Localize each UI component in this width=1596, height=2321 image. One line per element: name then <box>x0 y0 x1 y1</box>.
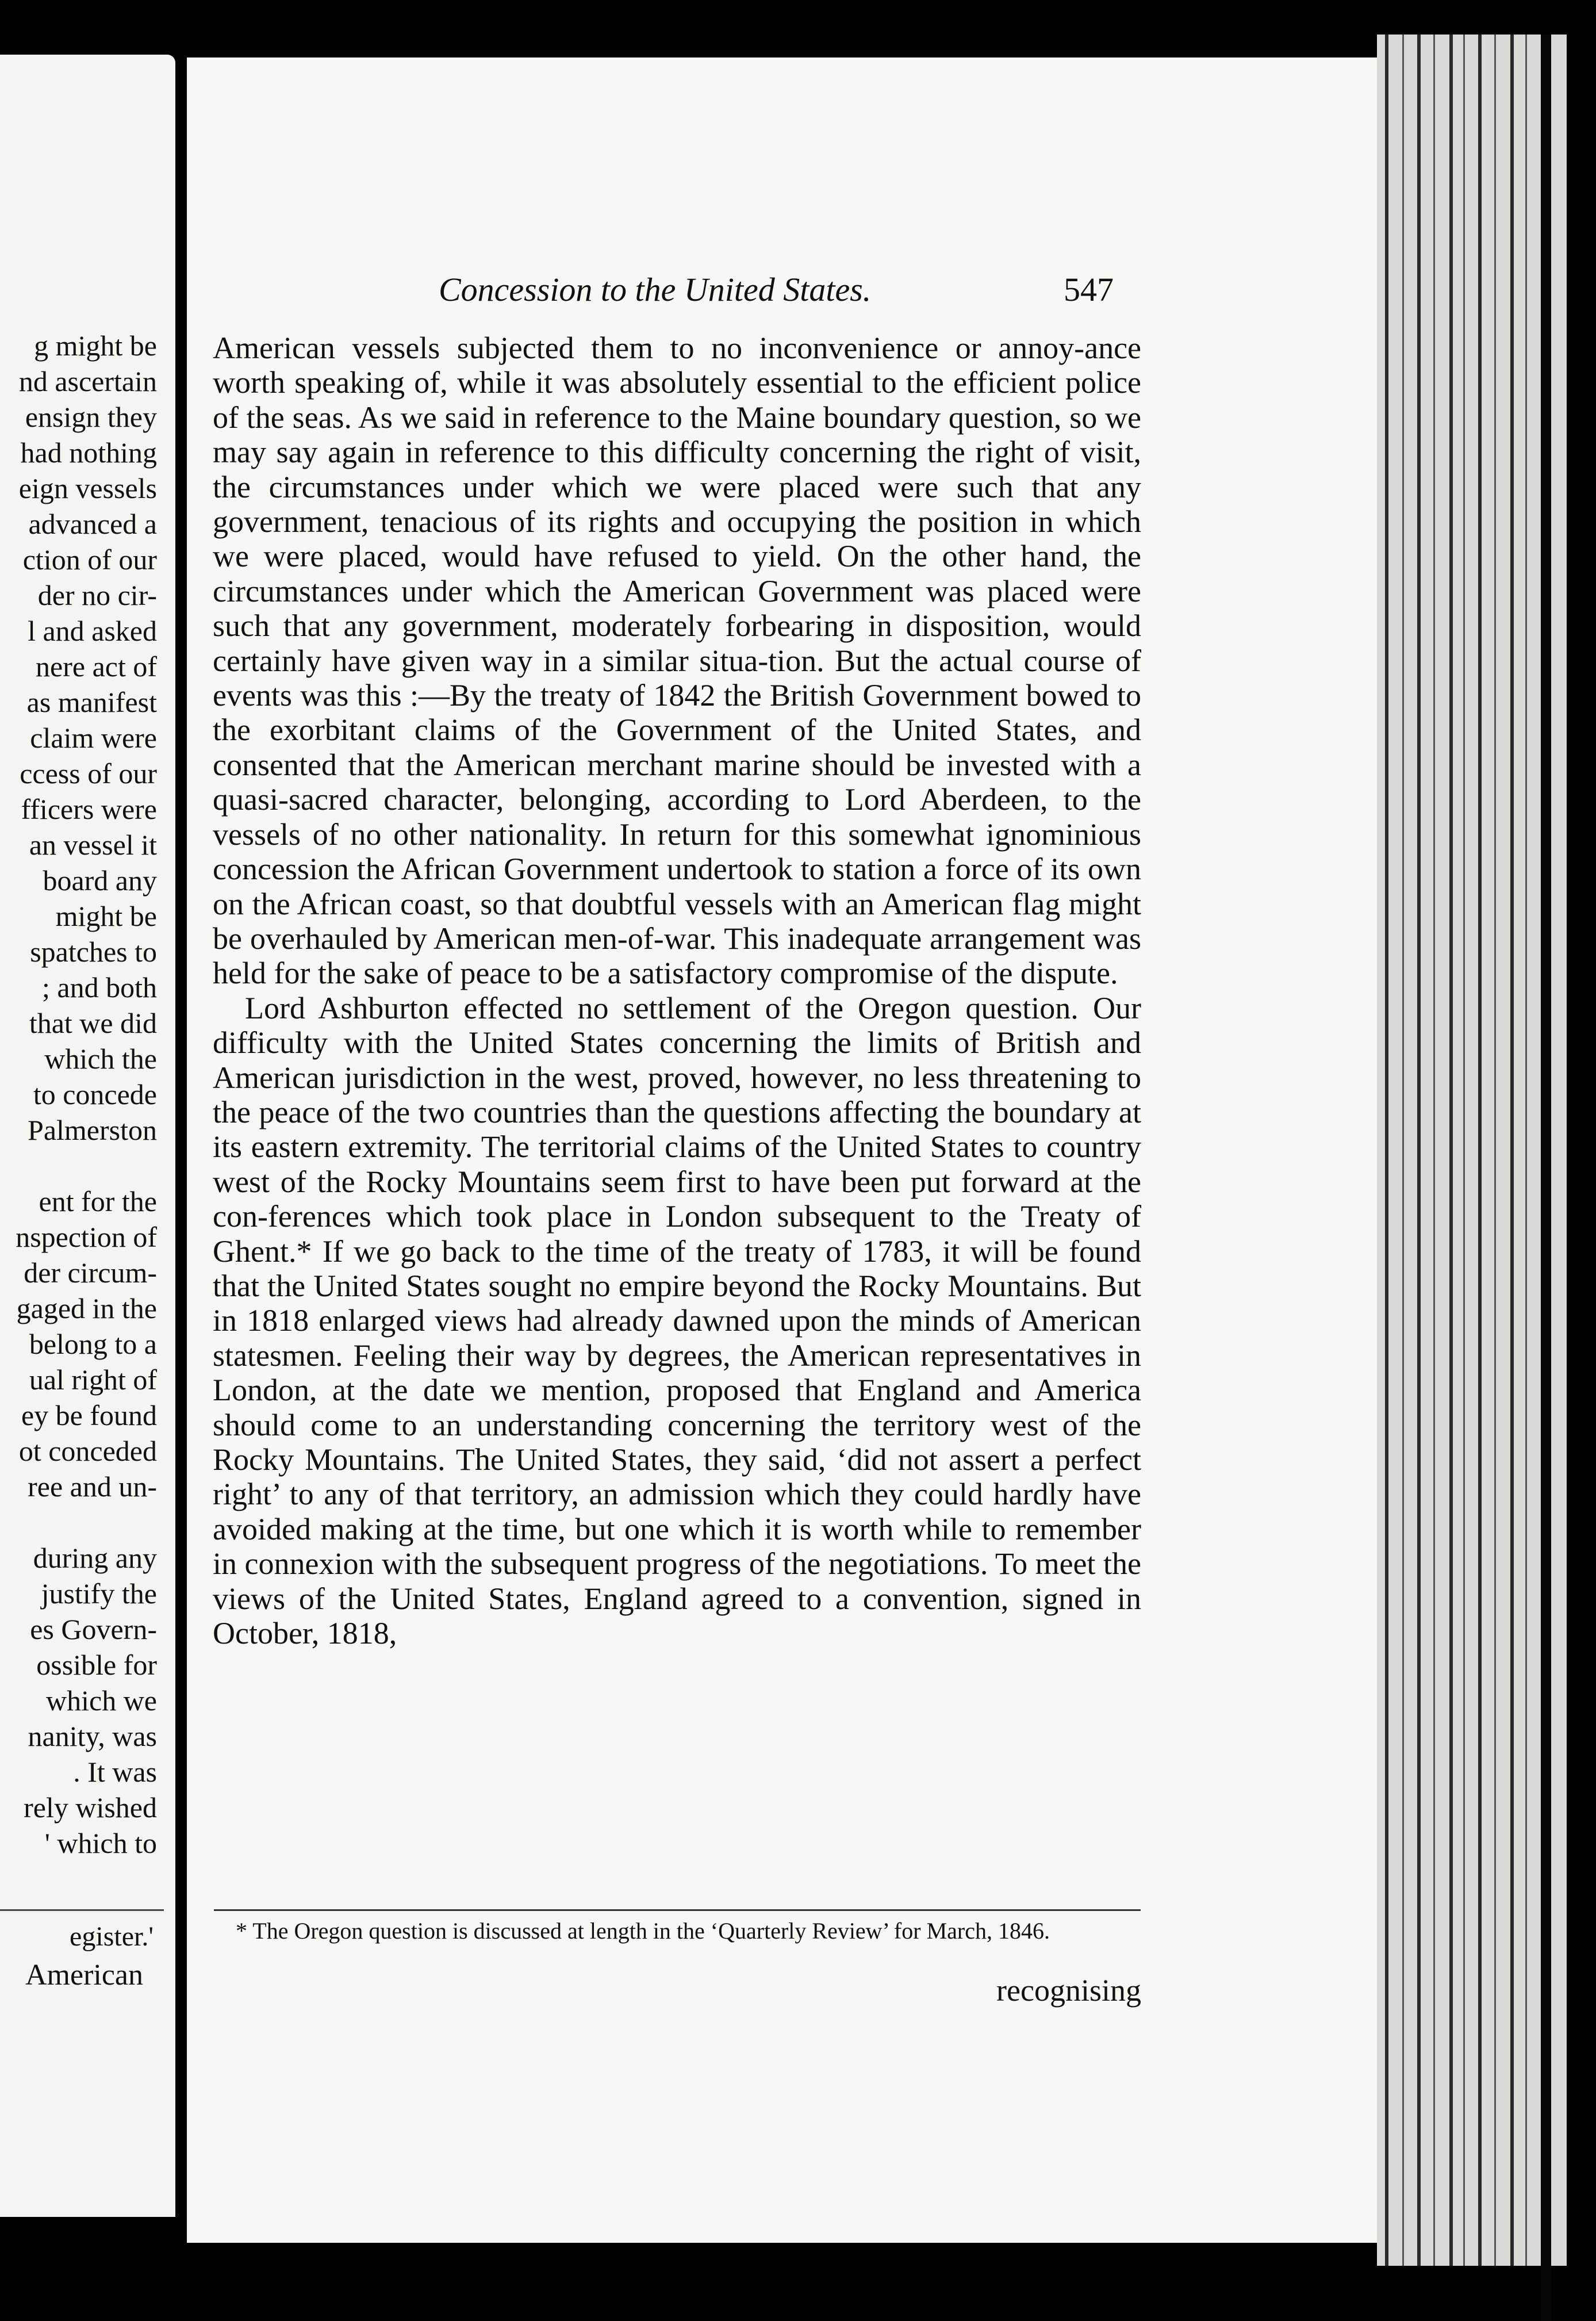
facing-page-line: to concede <box>33 1078 157 1110</box>
binding-shadow <box>1541 35 1551 2321</box>
facing-page-line: during any <box>33 1542 157 1574</box>
paragraph: Lord Ashburton effected no settlement of the Oregon question. Our difficulty with the United States concerning the limits of British and American jurisdiction in the west, proved, however, no less threatening to the peace of the two countries than the questions affecting the boundary at its eastern extremity. The territorial claims of the United States to country west of the Rocky Mountains seem first to have been put forward at the con-ferences which took place in London subsequent to the Treaty of Ghent.* If we go back to the time of the treaty of 1783, it will be found that the United States sought no empire beyond the Rocky Mountains. But in 1818 enlarged views had already dawned upon the minds of American statesmen. Feeling their way by degrees, the American representatives in London, at the date we mention, proposed that England and America should come to an understanding concerning the territory west of the Rocky Mountains. The United States, they said, ‘did not assert a perfect right’ to any of that territory, an admission which they could hardly have avoided making at the time, but one which it is worth while to remember in connexion with the subsequent progress of the negotiations. To meet the views of the United States, England agreed to a convention, signed in October, 1818, <box>213 990 1141 1651</box>
facing-page-text <box>0 328 157 1861</box>
footnote: * The Oregon question is discussed at length in the ‘Quarterly Review’ for March, 1846. <box>236 1918 1050 1944</box>
facing-page-line: which the <box>44 1043 157 1075</box>
facing-page-line: belong to a <box>29 1328 157 1360</box>
paragraph: American vessels subjected them to no inconvenience or annoy-ance worth speaking of, while it was absolutely essential to the efficient police of the seas. As we said in reference to the Maine boundary question, so we may say again in reference to this difficulty concerning the right of visit, the circumstances under which we were placed were such that any government, tenacious of its rights and occupying the position in which we were placed, would have refused to yield. On the other hand, the circumstances under which the American Government was placed were such that any government, moderately forbearing in disposition, would certainly have given way in a similar situa-tion. But the actual course of events was this :—By the treaty of 1842 the British Government bowed to the exorbitant claims of the Government of the United States, and consented that the American merchant marine should be invested with a quasi-sacred character, belonging, according to Lord Aberdeen, to the vessels of no other nationality. In return for this somewhat ignominious concession the African Government undertook to station a force of its own on the African coast, so that doubtful vessels with an American flag might be overhauled by American men-of-war. This inadequate arrangement was held for the sake of peace to be a satisfactory compromise of the dispute. <box>213 331 1141 991</box>
facing-page-line: ccess of our <box>20 757 157 790</box>
facing-page-line: that we did <box>29 1007 157 1039</box>
facing-page-line: ual right of <box>29 1364 157 1396</box>
facing-page-catchword: American <box>25 1959 143 1991</box>
facing-page-line: nspection of <box>16 1221 157 1253</box>
facing-page-line: justify the <box>41 1577 157 1610</box>
book-page <box>187 58 1377 2243</box>
facing-page-line: had nothing <box>20 436 157 469</box>
facing-page-line: might be <box>55 900 157 932</box>
facing-page-line: der no cir- <box>37 579 157 611</box>
facing-page-footnote-rule <box>0 1909 164 1911</box>
facing-page-line: es Govern- <box>30 1613 157 1645</box>
facing-page-line: which we <box>46 1684 157 1717</box>
facing-page-line: ent for the <box>39 1185 157 1217</box>
facing-page-line: l and asked <box>28 615 157 647</box>
catchword: recognising <box>996 1973 1141 2008</box>
facing-page-line: ensign they <box>25 401 157 433</box>
running-head <box>187 270 1331 316</box>
facing-page-left <box>0 55 175 2217</box>
facing-page-line: spatches to <box>30 936 157 968</box>
page-number: 547 <box>1064 271 1114 308</box>
facing-page-line: advanced a <box>28 508 157 540</box>
facing-page-line <box>0 1148 157 1184</box>
facing-page-line: nere act of <box>36 650 157 683</box>
facing-page-line: fficers were <box>21 793 157 825</box>
facing-page-line: rely wished <box>24 1791 157 1824</box>
facing-page-line: g might be <box>34 330 157 362</box>
body-text <box>213 331 1141 1650</box>
facing-page-line: nanity, was <box>28 1720 157 1752</box>
running-title: Concession to the United States. <box>439 271 872 308</box>
facing-page-line: gaged in the <box>16 1292 157 1324</box>
facing-page-line: . It was <box>73 1756 157 1788</box>
facing-page-line: eign vessels <box>18 472 157 504</box>
facing-page-line: as manifest <box>26 686 157 718</box>
facing-page-line <box>0 1504 157 1540</box>
facing-page-line: nd ascertain <box>18 365 157 397</box>
facing-page-line: der circum- <box>24 1257 157 1289</box>
facing-page-line: ot conceded <box>18 1435 157 1467</box>
facing-page-footnote: egister.' <box>70 1921 154 1952</box>
facing-page-line: ree and un- <box>28 1470 157 1503</box>
facing-page-line: ey be found <box>21 1399 157 1431</box>
facing-page-line: board any <box>43 864 157 897</box>
facing-page-line: ossible for <box>36 1649 157 1681</box>
facing-page-line: ction of our <box>22 543 157 576</box>
facing-page-line: ; and both <box>42 971 157 1004</box>
page-edges <box>1377 35 1567 2266</box>
facing-page-line: an vessel it <box>29 829 157 861</box>
facing-page-line: ' which to <box>44 1827 157 1859</box>
facing-page-line: Palmerston <box>28 1114 157 1146</box>
footnote-rule <box>214 1909 1141 1911</box>
facing-page-line: claim were <box>30 722 157 754</box>
